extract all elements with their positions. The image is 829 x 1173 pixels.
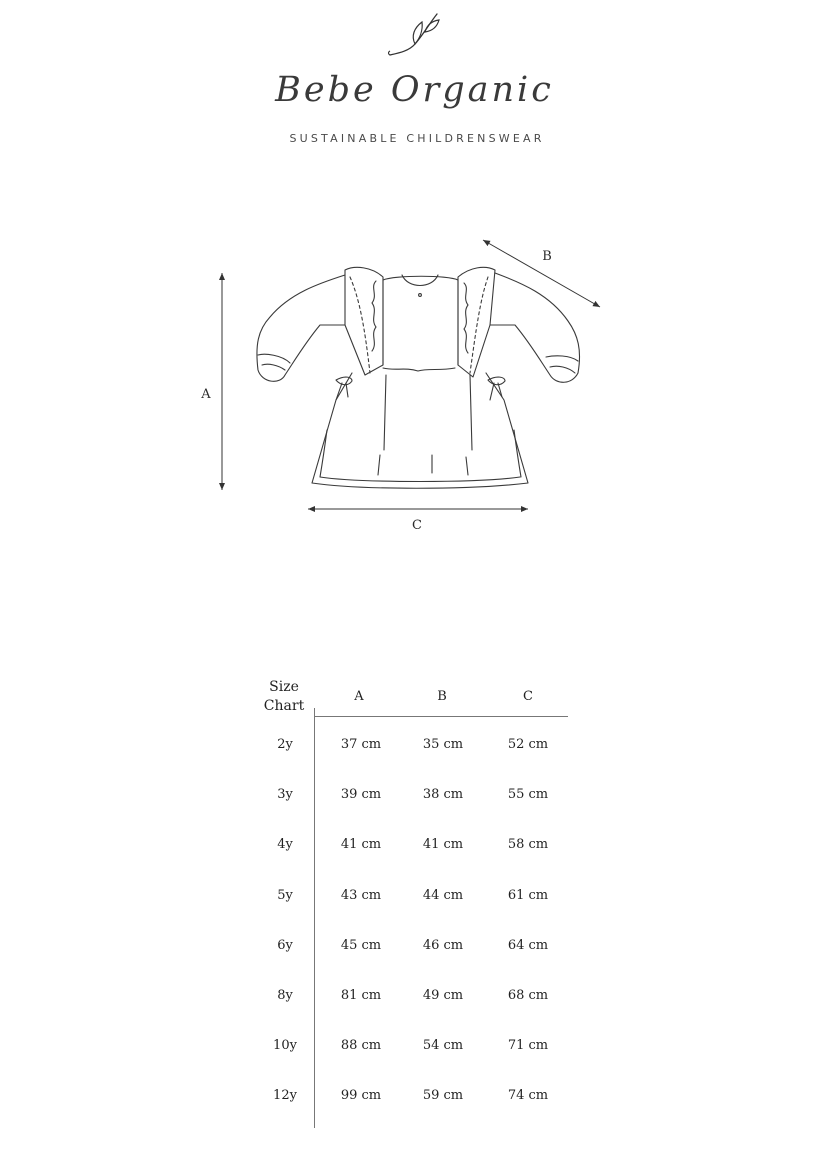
measurement-cell-a: 88 cm xyxy=(340,1038,382,1054)
column-header-c: C xyxy=(523,689,533,704)
size-chart-title xyxy=(258,678,310,716)
table-row xyxy=(250,837,580,857)
measurement-cell-b: 38 cm xyxy=(422,787,464,803)
measurement-cell-a: 41 cm xyxy=(340,837,382,853)
size-chart-title-line1: Size xyxy=(269,679,299,695)
dimension-label-a: A xyxy=(201,387,211,402)
dimension-label-b: B xyxy=(542,249,552,264)
column-header-a: A xyxy=(354,689,364,704)
leaf-sprig-icon xyxy=(385,8,447,60)
measurement-cell-c: 58 cm xyxy=(507,837,549,853)
size-cell: 5y xyxy=(277,887,293,903)
measurement-cell-b: 35 cm xyxy=(422,737,464,752)
measurement-cell-c: 55 cm xyxy=(507,787,549,803)
size-chart-table xyxy=(250,676,580,1136)
table-divider-horizontal xyxy=(314,716,568,717)
measurement-cell-b: 49 cm xyxy=(422,988,464,1003)
measurement-cell-a: 81 cm xyxy=(340,988,382,1003)
table-row xyxy=(250,1038,580,1058)
measurement-cell-c: 52 cm xyxy=(507,737,549,752)
table-divider-vertical xyxy=(314,708,315,1128)
measurement-cell-a: 45 cm xyxy=(340,937,382,953)
brand-tagline: SUSTAINABLE CHILDRENSWEAR xyxy=(289,132,545,145)
table-row xyxy=(250,1088,580,1108)
size-cell: 3y xyxy=(277,787,293,803)
size-cell: 12y xyxy=(273,1088,297,1104)
brand-name: Bebe Organic xyxy=(275,70,554,110)
measurement-cell-c: 64 cm xyxy=(507,937,549,953)
measurement-cell-c: 71 cm xyxy=(507,1038,549,1054)
table-row xyxy=(250,787,580,807)
garment-measurement-diagram xyxy=(0,225,829,545)
measurement-cell-b: 44 cm xyxy=(422,887,464,903)
column-header-b: B xyxy=(437,689,447,704)
measurement-cell-a: 43 cm xyxy=(340,887,382,903)
table-row xyxy=(250,888,580,908)
table-row xyxy=(250,938,580,958)
measurement-cell-a: 39 cm xyxy=(340,787,382,803)
table-row xyxy=(250,988,580,1008)
measurement-cell-b: 54 cm xyxy=(422,1038,464,1054)
measurement-cell-b: 46 cm xyxy=(422,937,464,953)
measurement-cell-a: 37 cm xyxy=(340,737,382,752)
table-row xyxy=(250,737,580,757)
measurement-cell-b: 41 cm xyxy=(422,837,464,853)
size-cell: 6y xyxy=(277,937,293,953)
measurement-cell-b: 59 cm xyxy=(422,1088,464,1104)
size-chart-title-line2: Chart xyxy=(263,698,305,714)
measurement-cell-a: 99 cm xyxy=(340,1088,382,1104)
size-cell: 2y xyxy=(277,737,293,752)
measurement-cell-c: 68 cm xyxy=(507,988,549,1003)
measurement-cell-c: 61 cm xyxy=(507,887,549,903)
dimension-label-c: C xyxy=(412,518,422,533)
size-cell: 4y xyxy=(277,837,293,853)
measurement-cell-c: 74 cm xyxy=(507,1088,549,1104)
size-cell: 10y xyxy=(273,1038,297,1054)
size-cell: 8y xyxy=(277,988,293,1003)
